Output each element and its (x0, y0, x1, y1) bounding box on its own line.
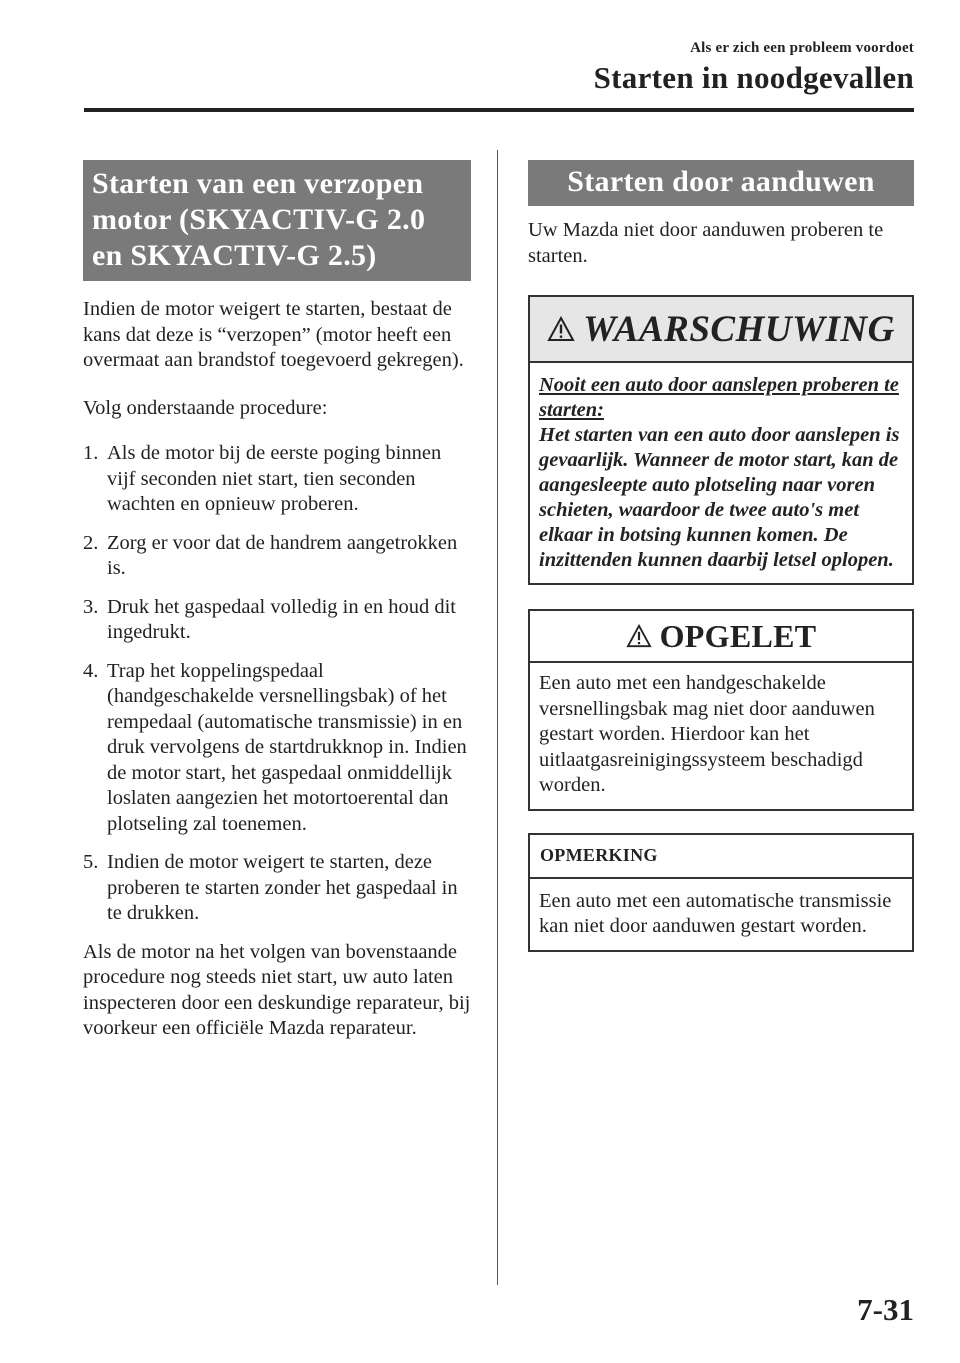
note-title: OPMERKING (540, 845, 658, 865)
step-text: Zorg er voor dat de handrem aangetrokken is. (107, 531, 458, 579)
closing-paragraph: Als de motor na het volgen van bovenstaande procedure nog steeds niet start, uw auto laten inspecteren door een deskundige reparateur, bij voorkeur een officiële Mazda reparateur. (83, 940, 471, 1039)
step-item (83, 441, 471, 518)
caution-box (528, 609, 914, 811)
note-body (530, 879, 912, 950)
step-text: Trap het koppelingspedaal (handgeschakelde versnellingsbak) of het rempedaal (automatische transmissie) in en druk vervolgens de startdrukknop in. Indien de motor start, het gaspedaal onmiddellijk loslaten aangezien het motortoerental dan plotseling zal toenemen. (107, 659, 467, 835)
note-text: Een auto met een automatische transmissie kan niet door aanduwen gestart worden. (539, 889, 892, 937)
page-section-title: Starten in noodgevallen (593, 60, 914, 95)
warning-triangle-icon (547, 316, 575, 342)
page-number: 7-31 (857, 1292, 914, 1327)
caution-header (530, 611, 912, 663)
column-divider (497, 150, 498, 1285)
step-number: 4. (83, 659, 99, 682)
step-item (83, 595, 471, 646)
flooded-engine-heading (83, 160, 471, 281)
step-item (83, 850, 471, 927)
step-text: Indien de motor weigert te starten, deze proberen te starten zonder het gaspedaal in te drukken. (107, 851, 458, 924)
note-box (528, 833, 914, 952)
warning-lead: Nooit een auto door aanslepen proberen te starten: (539, 374, 899, 421)
heading-line: en SKYACTIV-G 2.5) (92, 239, 377, 272)
heading-line: motor (SKYACTIV-G 2.0 (92, 203, 426, 236)
right-column (528, 160, 914, 952)
caution-text: Een auto met een handgeschakelde versnellingsbak mag niet door aanduwen gestart worden. Hierdoor kan het uitlaatgasreinigingssysteem beschadigd worden. (539, 672, 875, 796)
warning-body (530, 363, 912, 583)
warning-header (530, 297, 912, 363)
heading-line: Starten van een verzopen (92, 167, 424, 200)
step-text: Als de motor bij de eerste poging binnen vijf seconden niet start, tien seconden wachten en opnieuw proberen. (107, 442, 442, 515)
push-start-heading: Starten door aanduwen (528, 160, 914, 206)
step-text: Druk het gaspedaal volledig in en houd dit ingedrukt. (107, 595, 456, 643)
caution-body (530, 663, 912, 809)
note-header (530, 835, 912, 879)
warning-text: Het starten van een auto door aanslepen is gevaarlijk. Wanneer de motor start, kan de aangesleepte auto plotseling naar voren schieten, waardoor de twee auto's met elkaar in botsing kunnen komen. De inzittenden kunnen daarbij letsel oplopen. (539, 424, 900, 571)
header-rule (84, 108, 914, 112)
step-item (83, 531, 471, 582)
step-number: 5. (83, 851, 99, 873)
push-start-intro: Uw Mazda niet door aanduwen proberen te starten. (528, 219, 884, 267)
step-item (83, 659, 471, 838)
procedure-steps (83, 441, 471, 927)
step-number: 1. (83, 442, 99, 464)
warning-title: WAARSCHUWING (583, 308, 895, 350)
step-number: 3. (83, 595, 99, 618)
warning-box (528, 295, 914, 585)
warning-triangle-icon (626, 624, 652, 648)
step-number: 2. (83, 531, 99, 554)
left-column (83, 160, 471, 1042)
procedure-label: Volg onderstaande procedure: (83, 396, 328, 419)
section-label: Als er zich een probleem voordoet (690, 40, 914, 56)
caution-title: OPGELET (659, 617, 817, 654)
intro-paragraph: Indien de motor weigert te starten, bestaat de kans dat deze is “verzopen” (motor heeft een overmaat aan brandstof toegevoerd gekregen). (83, 298, 464, 371)
